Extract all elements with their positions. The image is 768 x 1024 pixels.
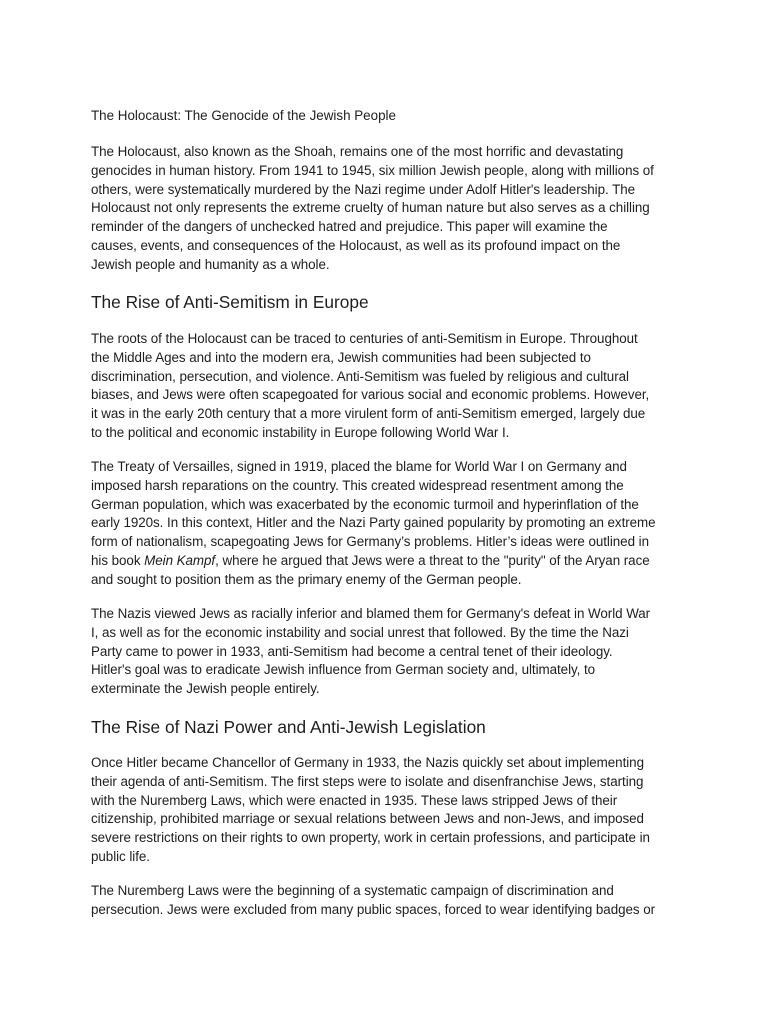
- section-heading-anti-semitism: The Rise of Anti-Semitism in Europe: [91, 292, 369, 312]
- paragraph-line: severe restrictions on their rights to own property, work in certain professions, and participate in: [91, 830, 650, 846]
- intro-line: The Holocaust, also known as the Shoah, remains one of the most horrific and devastating: [91, 144, 624, 159]
- paragraph-line: and sought to position them as the primary enemy of the German people.: [91, 571, 522, 587]
- paragraph-line: the Middle Ages and into the modern era, Jewish communities had been subjected to: [91, 349, 591, 365]
- paragraph-line: I, as well as for the economic instability and social unrest that followed. By the time the Nazi: [91, 624, 629, 640]
- intro-line: others, were systematically murdered by the Nazi regime under Adolf Hitler's leadership. The: [91, 181, 635, 197]
- paragraph-line: early 1920s. In this context, Hitler and the Nazi Party gained popularity by promoting an extreme: [91, 515, 656, 531]
- paragraph-line: citizenship, prohibited marriage or sexual relations between Jews and non-Jews, and imposed: [91, 811, 644, 827]
- paragraph-line: exterminate the Jewish people entirely.: [91, 681, 320, 697]
- book-suffix: , where he argued that Jews were a threat to the "purity" of the Aryan race: [215, 552, 650, 568]
- section1-paragraph-2: [91, 458, 687, 590]
- book-title: Mein Kampf: [144, 552, 216, 568]
- paragraph-line: Party came to power in 1933, anti-Semitism had become a central tenet of their ideology.: [91, 643, 613, 659]
- paragraph-line: discrimination, persecution, and violence. Anti-Semitism was fueled by religious and cultural: [91, 368, 629, 384]
- paragraph-line: Once Hitler became Chancellor of Germany in 1933, the Nazis quickly set about implementing: [91, 755, 644, 770]
- paragraph-line: Hitler's goal was to eradicate Jewish influence from German society and, ultimately, to: [91, 662, 596, 678]
- section2-paragraph-1: [91, 754, 687, 867]
- paragraph-line: public life.: [91, 848, 150, 864]
- paragraph-line: The Nazis viewed Jews as racially inferior and blamed them for Germany's defeat in World War: [91, 606, 651, 621]
- intro-line: Jewish people and humanity as a whole.: [91, 256, 330, 272]
- paragraph-line: German population, which was exacerbated by the economic turmoil and hyperinflation of the: [91, 496, 639, 512]
- paragraph-line-with-book-title: [91, 552, 687, 571]
- paragraph-line: it was in the early 20th century that a more virulent form of anti-Semitism emerged, largely due: [91, 406, 646, 422]
- intro-line: reminder of the dangers of unchecked hatred and prejudice. This paper will examine the: [91, 219, 608, 235]
- paragraph-line: to the political and economic instability in Europe following World War I.: [91, 424, 510, 440]
- intro-paragraph: [91, 143, 687, 275]
- book-prefix: his book: [91, 552, 145, 568]
- section1-paragraph-3: [91, 605, 687, 699]
- paragraph-line: The Nuremberg Laws were the beginning of a systematic campaign of discrimination and: [91, 883, 614, 898]
- paragraph-line: imposed harsh reparations on the country. This created widespread resentment among the: [91, 477, 624, 493]
- paragraph-line: persecution. Jews were excluded from many public spaces, forced to wear identifying badges or: [91, 901, 656, 917]
- paragraph-line: biases, and Jews were often scapegoated for various social and economic problems. However,: [91, 387, 650, 403]
- section2-paragraph-2: [91, 882, 687, 920]
- intro-line: causes, events, and consequences of the Holocaust, as well as its profound impact on the: [91, 237, 621, 253]
- intro-line: genocides in human history. From 1941 to 1945, six million Jewish people, along with millions of: [91, 162, 654, 178]
- document-title: The Holocaust: The Genocide of the Jewish People: [91, 108, 396, 123]
- intro-line: Holocaust not only represents the extreme cruelty of human nature but also serves as a chilling: [91, 200, 650, 216]
- paragraph-line: form of nationalism, scapegoating Jews for Germany’s problems. Hitler’s ideas were outlined in: [91, 534, 649, 550]
- paragraph-line: The Treaty of Versailles, signed in 1919, placed the blame for World War I on Germany and: [91, 459, 627, 474]
- paragraph-line: their agenda of anti-Semitism. The first steps were to isolate and disenfranchise Jews, starting: [91, 773, 644, 789]
- section-heading-nazi-power: The Rise of Nazi Power and Anti-Jewish Legislation: [91, 717, 486, 737]
- section1-paragraph-1: [91, 330, 687, 443]
- paragraph-line: The roots of the Holocaust can be traced to centuries of anti-Semitism in Europe. Throughout: [91, 331, 638, 346]
- paragraph-line: with the Nuremberg Laws, which were enacted in 1935. These laws stripped Jews of their: [91, 792, 618, 808]
